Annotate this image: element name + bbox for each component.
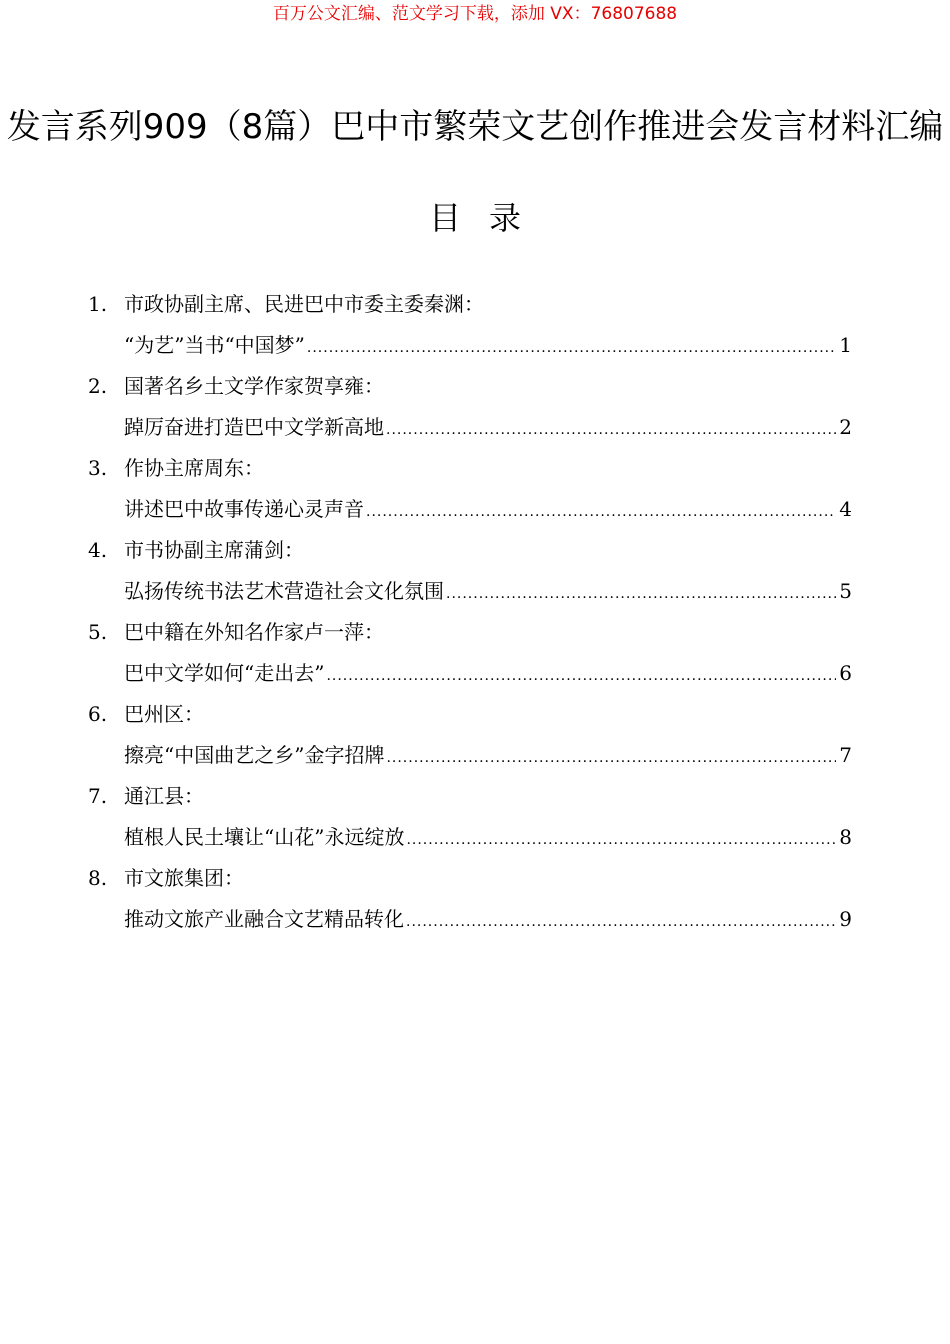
toc-entry-page: 2 <box>839 415 852 439</box>
toc-heading: 目录 <box>428 199 549 237</box>
toc-entry-number: 5. <box>88 620 108 644</box>
toc-entry-number: 7. <box>88 784 108 808</box>
toc-entry-page: 7 <box>839 743 852 767</box>
toc-dot-leader <box>406 904 836 940</box>
toc-entry-heading <box>88 614 852 655</box>
toc-entry-topic: “为艺”当书“中国梦” <box>124 333 305 357</box>
toc-entry-topic: 踔厉奋进打造巴中文学新高地 <box>124 415 384 439</box>
toc-entry-topic: 讲述巴中故事传递心灵声音 <box>124 497 364 521</box>
toc-entry[interactable] <box>88 696 852 778</box>
toc-entry-page: 5 <box>839 579 852 603</box>
toc-dot-leader <box>326 658 836 694</box>
table-of-contents <box>88 286 852 942</box>
toc-entry-number: 1. <box>88 292 108 316</box>
toc-entry-page: 9 <box>839 907 852 931</box>
toc-entry-topic: 植根人民土壤让“山花”永远绽放 <box>124 825 405 849</box>
toc-entry-line <box>88 491 852 532</box>
toc-entry-heading <box>88 532 852 573</box>
toc-entry-speaker: 作协主席周东： <box>124 456 264 480</box>
toc-entry-heading <box>88 860 852 901</box>
toc-entry-topic: 擦亮“中国曲艺之乡”金字招牌 <box>124 743 385 767</box>
toc-entry-speaker: 市文旅集团： <box>124 866 244 890</box>
toc-entry-page: 8 <box>839 825 852 849</box>
toc-entry[interactable] <box>88 286 852 368</box>
toc-entry-heading <box>88 450 852 491</box>
toc-entry-line <box>88 573 852 614</box>
toc-entry[interactable] <box>88 614 852 696</box>
toc-entry-line <box>88 655 852 696</box>
toc-entry-heading <box>88 696 852 737</box>
toc-dot-leader <box>446 576 836 612</box>
toc-dot-leader <box>406 822 836 858</box>
toc-entry-line <box>88 819 852 860</box>
toc-entry-speaker: 市书协副主席蒲剑： <box>124 538 304 562</box>
toc-entry[interactable] <box>88 368 852 450</box>
toc-entry-line <box>88 901 852 942</box>
toc-entry-speaker: 国著名乡土文学作家贺享雍： <box>124 374 384 398</box>
toc-entry-number: 6. <box>88 702 108 726</box>
toc-entry-speaker: 巴州区： <box>124 702 204 726</box>
toc-entry-speaker: 通江县： <box>124 784 204 808</box>
toc-entry-number: 8. <box>88 866 108 890</box>
toc-entry-page: 6 <box>839 661 852 685</box>
toc-entry-topic: 推动文旅产业融合文艺精品转化 <box>124 907 404 931</box>
toc-dot-leader <box>386 740 836 776</box>
toc-entry[interactable] <box>88 860 852 942</box>
toc-entry-heading <box>88 368 852 409</box>
toc-entry-line <box>88 737 852 778</box>
toc-entry-topic: 弘扬传统书法艺术营造社会文化氛围 <box>124 579 444 603</box>
toc-entry-topic: 巴中文学如何“走出去” <box>124 661 325 685</box>
toc-entry-line <box>88 409 852 450</box>
toc-entry-number: 2. <box>88 374 108 398</box>
toc-entry-speaker: 巴中籍在外知名作家卢一萍： <box>124 620 384 644</box>
toc-entry-page: 1 <box>839 333 852 357</box>
toc-entry[interactable] <box>88 532 852 614</box>
toc-entry[interactable] <box>88 778 852 860</box>
toc-entry-heading <box>88 286 852 327</box>
toc-entry[interactable] <box>88 450 852 532</box>
toc-dot-leader <box>307 330 836 366</box>
toc-entry-page: 4 <box>839 497 852 521</box>
header-banner: 百万公文汇编、范文学习下载，添加 VX：76807688 <box>272 4 678 24</box>
toc-entry-speaker: 市政协副主席、民进巴中市委主委秦渊： <box>124 292 484 316</box>
toc-entry-number: 4. <box>88 538 108 562</box>
toc-entry-heading <box>88 778 852 819</box>
toc-entry-line <box>88 327 852 368</box>
toc-entry-number: 3. <box>88 456 108 480</box>
toc-dot-leader <box>386 412 836 448</box>
document-title: 发言系列909（8篇）巴中市繁荣文艺创作推进会发言材料汇编 <box>6 107 944 147</box>
toc-dot-leader <box>366 494 836 530</box>
